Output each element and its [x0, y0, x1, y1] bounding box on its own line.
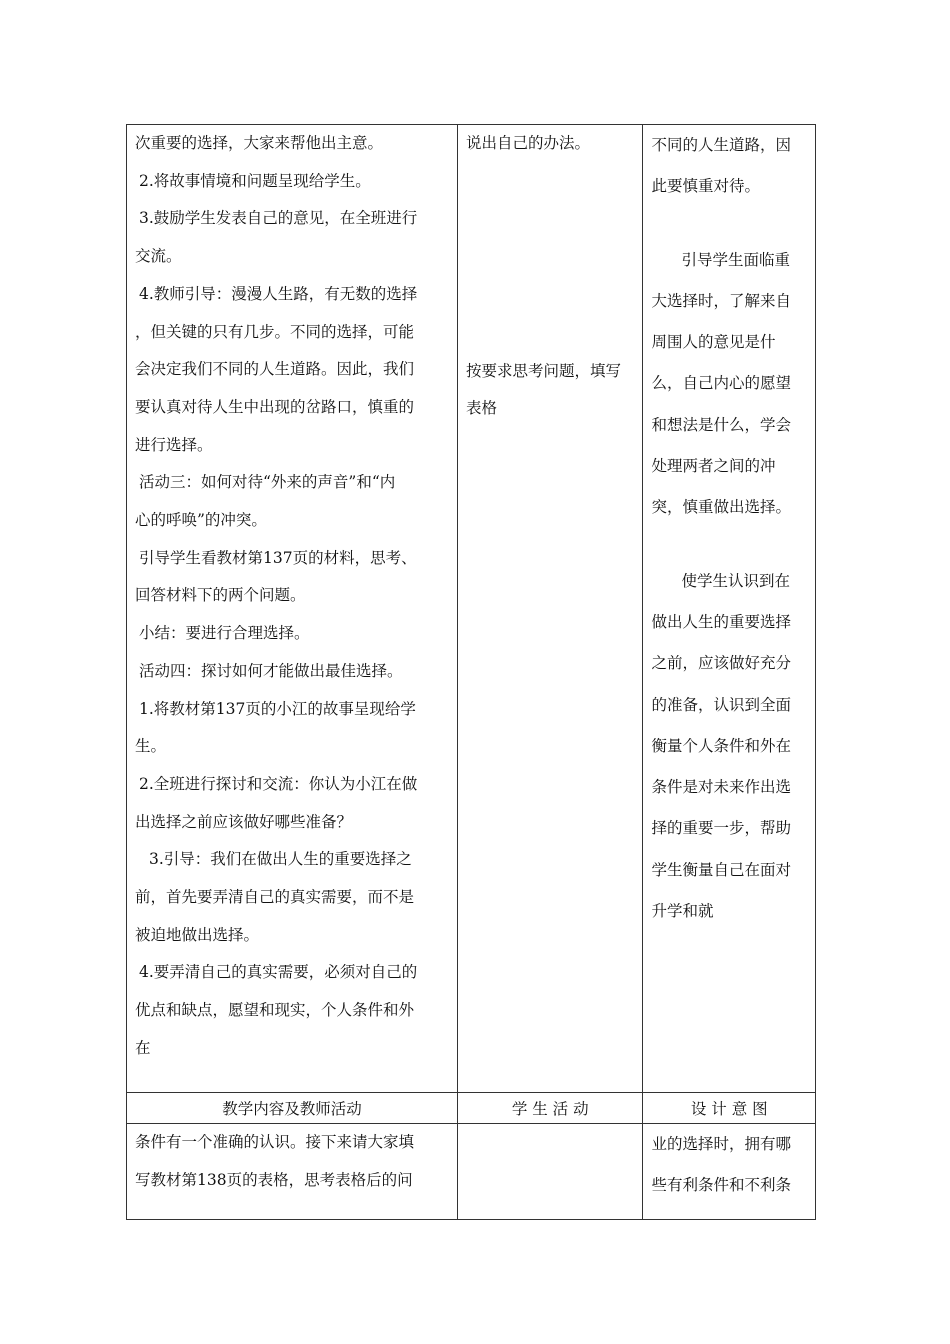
- table-row: [127, 125, 816, 1093]
- text-line: 学生衡量自己在面对: [651, 860, 791, 879]
- header-student-activity: 学 生 活 动: [457, 1093, 643, 1124]
- text-line: 前，首先要弄清自己的真实需要，而不是: [135, 888, 415, 907]
- text-line: 择的重要一步，帮助: [651, 819, 791, 838]
- teacher-activity-cell: [127, 125, 458, 1093]
- text-line: 3.鼓励学生发表自己的意见，在全班进行: [139, 209, 418, 228]
- text-line: 活动三：如何对待“外来的声音”和“内: [139, 473, 396, 492]
- text-line: 升学和就: [651, 902, 714, 921]
- text-line: 3.引导：我们在做出人生的重要选择之: [149, 850, 412, 869]
- text-line: 不同的人生道路，因: [651, 136, 791, 154]
- text-line: 么，自己内心的愿望: [651, 374, 791, 393]
- text-line: 此要慎重对待。: [651, 177, 760, 196]
- student-activity-cell: [457, 1124, 643, 1220]
- header-design-intent: 设 计 意 图: [643, 1093, 816, 1124]
- table-header-row: [127, 1093, 816, 1124]
- text-line: 1.将教材第137页的小江的故事呈现给学: [139, 699, 416, 718]
- text-line: 些有利条件和不利条: [651, 1176, 791, 1195]
- text-line: 会决定我们不同的人生道路。因此，我们: [135, 360, 415, 379]
- text-line: 优点和缺点，愿望和现实，个人条件和外: [135, 1001, 415, 1020]
- text-line: 小结：要进行合理选择。: [139, 624, 310, 643]
- text-line: 之前，应该做好充分: [651, 654, 791, 673]
- text-line: 出选择之前应该做好哪些准备？: [135, 812, 353, 831]
- text-line: 回答材料下的两个问题。: [135, 586, 306, 605]
- text-line: 的准备，认识到全面: [651, 695, 791, 714]
- text-line: 要认真对待人生中出现的岔路口，慎重的: [135, 397, 415, 416]
- header-teacher-activity: 教学内容及教师活动: [127, 1093, 458, 1124]
- text-line: 业的选择时，拥有哪: [651, 1135, 791, 1153]
- spacer: [651, 208, 807, 240]
- design-intent-cell: [643, 125, 816, 1093]
- spacer: [651, 529, 807, 561]
- text-line: 大选择时，了解来自: [651, 291, 791, 310]
- text-line: 使学生认识到在: [681, 571, 790, 590]
- text-line: 进行选择。: [135, 435, 213, 454]
- text-line: 2.将故事情境和问题呈现给学生。: [139, 171, 371, 190]
- text-line: 引导学生看教材第137页的材料，思考、: [139, 548, 417, 567]
- text-line: ，但关键的只有几步。不同的选择，可能: [135, 322, 415, 341]
- text-line: 做出人生的重要选择: [651, 612, 791, 631]
- text-line: 突，慎重做出选择。: [651, 498, 791, 517]
- design-intent-cell: [643, 1124, 816, 1220]
- text-line: 心的呼唤”的冲突。: [135, 511, 267, 530]
- text-line: 表格: [465, 399, 497, 418]
- text-line: 生。: [135, 737, 167, 756]
- text-line: 和想法是什么，学会: [651, 415, 791, 434]
- text-line: 交流。: [135, 247, 182, 266]
- text-line: 写教材第138页的表格，思考表格后的问: [135, 1170, 413, 1189]
- text-line: 次重要的选择，大家来帮他出主意。: [135, 134, 384, 152]
- text-line: 处理两者之间的冲: [651, 457, 776, 476]
- text-line: 条件是对未来作出选: [651, 778, 791, 797]
- spacer: [466, 163, 635, 353]
- text-line: 4.要弄清自己的真实需要，必须对自己的: [139, 963, 418, 982]
- text-line: 说出自己的办法。: [465, 134, 590, 152]
- text-line: 被迫地做出选择。: [135, 925, 260, 944]
- text-line: 在: [135, 1038, 151, 1057]
- text-line: 条件有一个准确的认识。接下来请大家填: [135, 1133, 415, 1151]
- text-line: 按要求思考问题，填写: [465, 361, 621, 380]
- text-line: 4.教师引导：漫漫人生路，有无数的选择: [139, 284, 418, 303]
- text-line: 周围人的意见是什: [651, 333, 776, 352]
- text-line: 衡量个人条件和外在: [651, 736, 791, 755]
- lesson-plan-table: [126, 124, 816, 1220]
- table-row: [127, 1124, 816, 1220]
- student-activity-cell: [457, 125, 643, 1093]
- text-line: 2.全班进行探讨和交流：你认为小江在做: [139, 774, 418, 793]
- text-line: 活动四：探讨如何才能做出最佳选择。: [139, 661, 403, 680]
- text-line: 引导学生面临重: [681, 250, 790, 269]
- teacher-activity-cell: [127, 1124, 458, 1220]
